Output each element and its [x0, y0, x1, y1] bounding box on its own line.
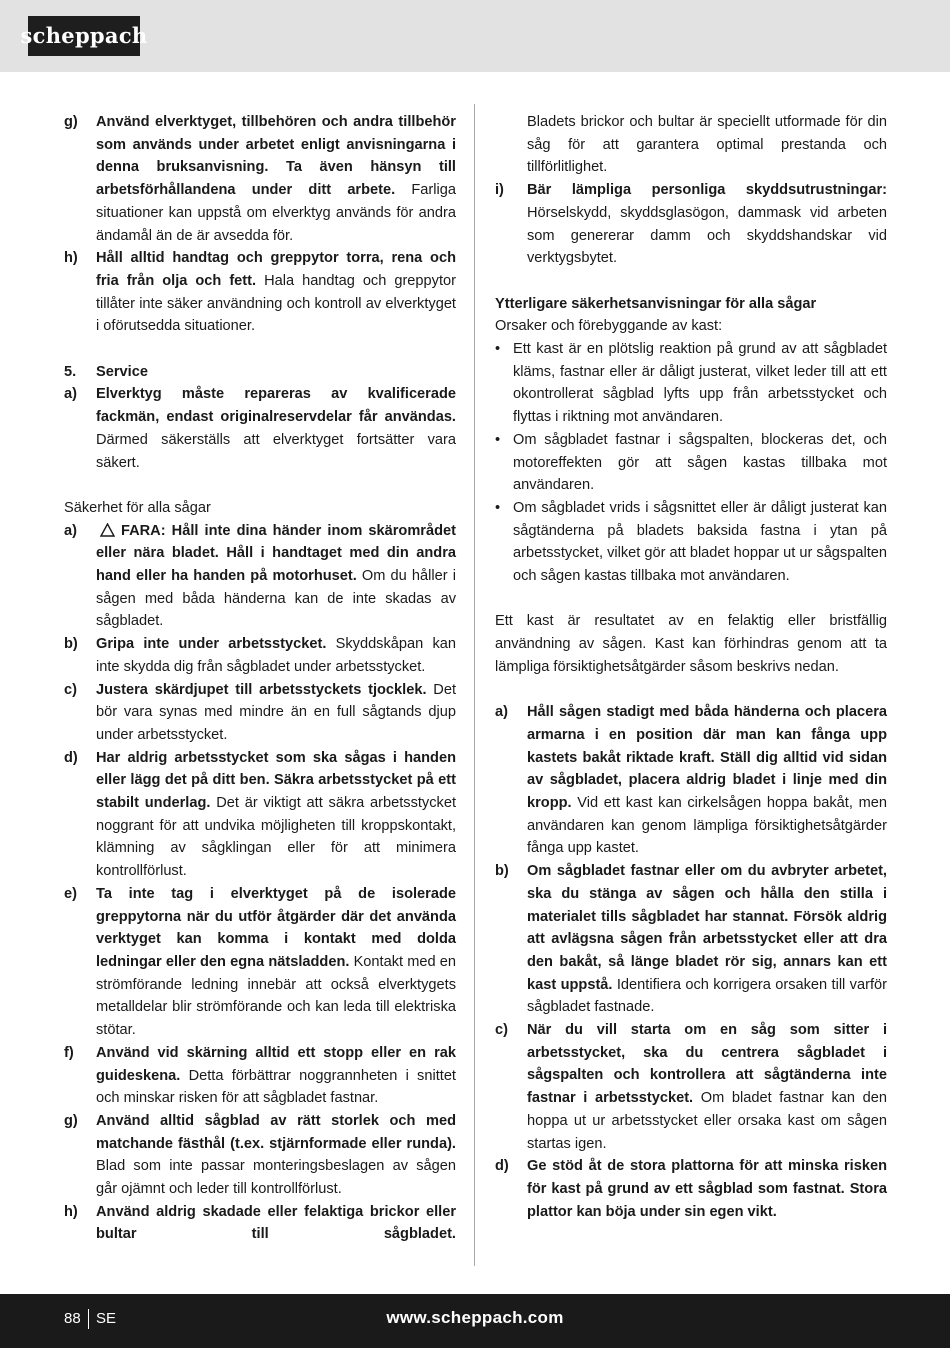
list-item: g) Använd alltid sågblad av rätt storlek och med matchande fästhål (t.ex. stjärnformade eller runda). Blad som inte passar monteringsbeslagen av sågen går ojämnt och leder till kontrollförlust. — [64, 1112, 456, 1198]
warning-icon — [100, 520, 115, 543]
list-item: b) Gripa inte under arbetsstycket. Skyddskåpan kan inte skydda dig från sågbladet under arbetsstycket. — [64, 636, 456, 675]
column-divider — [474, 104, 475, 1266]
list-item: e) Ta inte tag i elverktyget på de isolerade greppytorna när du utför åtgärder där det använda verktyget kan komma i kontakt med dolda ledningar eller den egna nätsladden. Kontakt med en strömförande ledning innebär att också elverktygets metalldelar blir strömförande och kan leda till elektriska stötar. — [64, 885, 456, 1039]
continued-paragraph: Bladets brickor och bultar är speciellt utformade för din såg för att garantera optimal prestanda och tillförlitlighet. — [527, 114, 887, 176]
section-heading-kickback: Ytterligare säkerhetsanvisningar för alla sågar — [495, 295, 817, 312]
list-item: d) Har aldrig arbetsstycket som ska sågas i handen eller lägg det på ditt ben. Säkra arbetsstycket på ett stabilt underlag. Det är viktigt att säkra arbetsstycket noggrant för att undvika möjligheten till kroppskontakt, klämning av sågklingan eller för att minimera kontrollförlust. — [64, 749, 456, 880]
bullet-item: • Om sågbladet fastnar i sågspalten, blockeras det, och motoreffekten gör att sågen kastas tillbaka mot användaren. — [495, 431, 887, 494]
list-item: a) Håll sågen stadigt med båda händerna och placera armarna i en position där man kan fånga upp kastets bakåt riktade kraft. Ställ dig alltid vid sidan av sågbladet, placera aldrig bladet i linje med din kropp. Vid ett kast kan cirkelsågen hoppa bakåt, men användaren kan genom lämpliga försiktighetsåtgärder fånga upp kastet. — [495, 704, 887, 857]
right-column — [495, 111, 887, 1223]
paragraph: Ett kast är resultatet av en felaktig eller bristfällig användning av sågen. Kast kan förhindras genom att ta lämpliga försiktighetsåtgärder såsom beskrivs nedan. — [495, 613, 887, 675]
list-item: g) Använd elverktyget, tillbehören och andra tillbehör som används under arbetet enligt anvisningarna i denna bruksanvisning. Ta även hänsyn till arbetsförhållandena under ditt arbete. Farliga situationer kan uppstå om elverktyg används för andra ändamål än de är avsedda för. — [64, 114, 456, 244]
list-item: a) FARA: Håll inte dina händer inom skärområdet eller nära bladet. Håll i handtaget med din andra hand eller ha handen på motorhuset. Om du håller i sågen med båda händerna kan de inte skadas av sågbladet. — [64, 520, 456, 634]
list-item: h) Håll alltid handtag och greppytor torra, rena och fria från olja och fett. Hala handtag och greppytor tillåter inte säker användning och kontroll av elverktyget i oförutsedda situationer. — [64, 250, 456, 335]
list-item: f) Använd vid skärning alltid ett stopp eller en rak guideskena. Detta förbättrar noggrannheten i snittet och minskar risken för att sågbladet fastnar. — [64, 1044, 456, 1107]
list-item: h) Använd aldrig skadade eller felaktiga brickor eller bultar till sågbladet. — [64, 1203, 456, 1243]
language-code: SE — [96, 1310, 117, 1327]
left-column — [64, 111, 456, 1246]
bullet-item: • Om sågbladet vrids i sågsnittet eller är dåligt justerat kan sågtänderna på bladets baksida fastna i ytan på arbetsstycket, vilket gör att bladet hoppar ut ur sågspalten och sågen kastas tillbaka mot användaren. — [495, 499, 887, 585]
website-link[interactable]: www.scheppach.com — [386, 1308, 564, 1327]
list-item: c) Justera skärdjupet till arbetsstyckets tjocklek. Det bör vara synas med mindre än en full sågtands djup under arbetsstycket. — [64, 681, 456, 743]
page-number: 88 — [64, 1310, 81, 1327]
list-item: b) Om sågbladet fastnar eller om du avbryter arbetet, ska du stänga av sågen och hålla den stilla i materialet tills sågbladet har stannat. Försök aldrig att avlägsna sågen från arbetsstycket eller att dra den bakåt, så länge bladet rör sig, annars kan ett kast uppstå. Identifiera och korrigera orsaken till varför sågbladet fastnade. — [495, 863, 887, 1016]
section-heading-saws: Säkerhet för alla sågar — [64, 499, 211, 516]
list-item: i) Bär lämpliga personliga skyddsutrustningar: Hörselskydd, skyddsglasögon, dammask vid arbeten som genererar damm och skyddshandskar vid verktygsbytet. — [495, 182, 887, 267]
list-item: a) Elverktyg måste repareras av kvalificerade fackmän, endast originalreservdelar får användas. Därmed säkerställs att elverktyget fortsätter vara säkert. — [64, 386, 456, 471]
list-item: d) Ge stöd åt de stora plattorna för att minska risken för kast på grund av ett sågblad som fastnat. Stora plattor kan böja under sin egen vikt. — [495, 1158, 887, 1220]
bullet-item: • Ett kast är en plötslig reaktion på grund av att sågbladet kläms, fastnar eller är dåligt justerat, vilket leder till att ett okontrollerat sågblad lyfts upp från arbetsstycket och flyttas i riktning mot användaren. — [495, 341, 887, 426]
page-header — [0, 0, 950, 72]
brand-logo: scheppach — [28, 16, 140, 56]
page-footer — [0, 1294, 950, 1348]
list-item: c) När du vill starta om en såg som sitter i arbetsstycket, ska du centrera sågbladet i sågspalten och kontrollera att sågtänderna inte fastnar i arbetsstycket. Om bladet fastnar kan den hoppa ut ur arbetsstycket eller orsaka kast om sågen startas igen. — [495, 1022, 887, 1152]
section-heading-service: 5. Service — [64, 363, 148, 380]
section-subheading: Orsaker och förebyggande av kast: — [495, 318, 723, 335]
